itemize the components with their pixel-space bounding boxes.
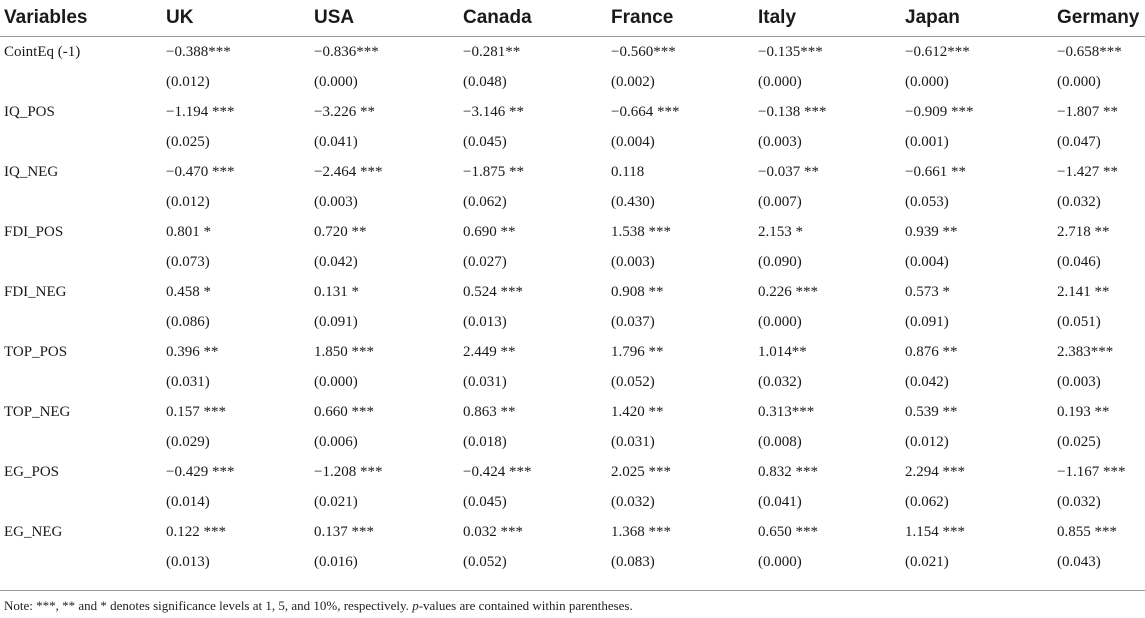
pvalue-cell: (0.051)	[1057, 313, 1101, 330]
pvalue-cell: (0.062)	[463, 193, 507, 210]
pvalue-cell: (0.046)	[1057, 253, 1101, 270]
variable-name: EG_POS	[4, 463, 60, 480]
header-usa: USA	[310, 0, 459, 37]
coefficient-cell: 0.573 *	[905, 283, 950, 300]
coefficient-cell: −0.424 ***	[463, 463, 532, 480]
empty-cell	[0, 427, 162, 457]
note-divider	[0, 590, 1145, 591]
table-row-coef	[0, 97, 1145, 127]
coefficient-cell: 0.832 ***	[758, 463, 818, 480]
coefficient-cell: 0.032 ***	[463, 523, 523, 540]
note-italic: p	[412, 598, 419, 613]
pvalue-cell: (0.003)	[314, 193, 358, 210]
coefficient-cell: −0.281**	[463, 43, 521, 60]
variable-name: TOP_NEG	[4, 403, 71, 420]
pvalue-cell: (0.025)	[166, 133, 210, 150]
table-row-coef	[0, 157, 1145, 187]
empty-cell	[0, 487, 162, 517]
pvalue-cell: (0.042)	[905, 373, 949, 390]
note-suffix: -values are contained within parentheses.	[418, 598, 633, 613]
coefficient-cell: −0.836***	[314, 43, 379, 60]
variable-name: CointEq (-1)	[4, 43, 81, 60]
pvalue-cell: (0.021)	[314, 493, 358, 510]
pvalue-cell: (0.014)	[166, 493, 210, 510]
pvalue-cell: (0.041)	[314, 133, 358, 150]
pvalue-cell: (0.043)	[1057, 553, 1101, 570]
table-row-pvalue	[0, 427, 1145, 457]
coefficient-cell: 0.157 ***	[166, 403, 226, 420]
coefficient-cell: −1.167 ***	[1057, 463, 1126, 480]
pvalue-cell: (0.000)	[314, 373, 358, 390]
note-prefix: Note: ***, ** and * denotes significance levels at 1, 5, and 10%, respectively.	[4, 598, 413, 613]
pvalue-cell: (0.045)	[463, 133, 507, 150]
variable-name: TOP_POS	[4, 343, 68, 360]
coefficient-cell: 2.141 **	[1057, 283, 1110, 300]
pvalue-cell: (0.091)	[905, 313, 949, 330]
coefficient-cell: 0.131 *	[314, 283, 359, 300]
coefficient-cell: 0.118	[611, 163, 645, 180]
variable-name: EG_NEG	[4, 523, 63, 540]
coefficient-cell: −1.875 **	[463, 163, 524, 180]
pvalue-cell: (0.004)	[905, 253, 949, 270]
coefficient-cell: 0.313***	[758, 403, 815, 420]
pvalue-cell: (0.053)	[905, 193, 949, 210]
coefficient-cell: 0.720 **	[314, 223, 367, 240]
table-row-coef	[0, 277, 1145, 307]
table-row-coef	[0, 37, 1145, 68]
coefficient-cell: 2.153 *	[758, 223, 803, 240]
pvalue-cell: (0.018)	[463, 433, 507, 450]
coefficient-cell: 1.014**	[758, 343, 807, 360]
table-row-pvalue	[0, 187, 1145, 217]
coefficient-cell: 0.863 **	[463, 403, 516, 420]
coefficient-cell: 1.538 ***	[611, 223, 671, 240]
variable-name: FDI_NEG	[4, 283, 67, 300]
pvalue-cell: (0.032)	[1057, 193, 1101, 210]
pvalue-cell: (0.008)	[758, 433, 802, 450]
coefficient-cell: 0.137 ***	[314, 523, 374, 540]
pvalue-cell: (0.047)	[1057, 133, 1101, 150]
coefficient-cell: −0.664 ***	[611, 103, 680, 120]
coefficient-cell: −3.226 **	[314, 103, 375, 120]
pvalue-cell: (0.052)	[611, 373, 655, 390]
pvalue-cell: (0.090)	[758, 253, 802, 270]
pvalue-cell: (0.025)	[1057, 433, 1101, 450]
coefficient-cell: 2.025 ***	[611, 463, 671, 480]
coefficient-cell: 0.876 **	[905, 343, 958, 360]
table-row-coef	[0, 337, 1145, 367]
pvalue-cell: (0.073)	[166, 253, 210, 270]
table-body	[0, 37, 1145, 578]
coefficient-cell: 0.396 **	[166, 343, 219, 360]
coefficient-cell: −0.658***	[1057, 43, 1122, 60]
header-italy: Italy	[754, 0, 901, 37]
coefficient-cell: −0.388***	[166, 43, 231, 60]
header-uk: UK	[162, 0, 310, 37]
pvalue-cell: (0.062)	[905, 493, 949, 510]
pvalue-cell: (0.007)	[758, 193, 802, 210]
coefficient-cell: 2.449 **	[463, 343, 516, 360]
coefficient-cell: 0.524 ***	[463, 283, 523, 300]
pvalue-cell: (0.000)	[758, 73, 802, 90]
coefficient-cell: 0.650 ***	[758, 523, 818, 540]
pvalue-cell: (0.031)	[611, 433, 655, 450]
table-row-pvalue	[0, 487, 1145, 517]
coefficient-cell: 0.539 **	[905, 403, 958, 420]
coefficient-cell: −0.429 ***	[166, 463, 235, 480]
table-row-coef	[0, 517, 1145, 547]
coefficient-cell: −1.427 **	[1057, 163, 1118, 180]
coefficient-cell: −1.208 ***	[314, 463, 383, 480]
pvalue-cell: (0.004)	[611, 133, 655, 150]
pvalue-cell: (0.029)	[166, 433, 210, 450]
pvalue-cell: (0.000)	[758, 553, 802, 570]
pvalue-cell: (0.006)	[314, 433, 358, 450]
coefficient-cell: −0.135***	[758, 43, 823, 60]
empty-cell	[0, 247, 162, 277]
empty-cell	[0, 307, 162, 337]
pvalue-cell: (0.000)	[905, 73, 949, 90]
coefficient-cell: 0.122 ***	[166, 523, 226, 540]
coefficient-cell: 1.420 **	[611, 403, 664, 420]
variable-name: FDI_POS	[4, 223, 64, 240]
pvalue-cell: (0.027)	[463, 253, 507, 270]
coefficient-cell: 0.939 **	[905, 223, 958, 240]
pvalue-cell: (0.016)	[314, 553, 358, 570]
header-canada: Canada	[459, 0, 607, 37]
pvalue-cell: (0.012)	[905, 433, 949, 450]
coefficient-cell: −1.194 ***	[166, 103, 235, 120]
header-variables: Variables	[0, 0, 162, 37]
pvalue-cell: (0.042)	[314, 253, 358, 270]
coefficient-cell: 0.458 *	[166, 283, 211, 300]
coefficient-cell: −0.612***	[905, 43, 970, 60]
table-row-pvalue	[0, 67, 1145, 97]
pvalue-cell: (0.032)	[611, 493, 655, 510]
pvalue-cell: (0.032)	[1057, 493, 1101, 510]
empty-cell	[0, 187, 162, 217]
coefficient-cell: 1.850 ***	[314, 343, 374, 360]
coefficient-cell: 0.660 ***	[314, 403, 374, 420]
coefficient-cell: 2.383***	[1057, 343, 1114, 360]
pvalue-cell: (0.000)	[314, 73, 358, 90]
pvalue-cell: (0.083)	[611, 553, 655, 570]
variable-name: IQ_NEG	[4, 163, 59, 180]
empty-cell	[0, 67, 162, 97]
header-japan: Japan	[901, 0, 1053, 37]
pvalue-cell: (0.041)	[758, 493, 802, 510]
coefficient-cell: 1.796 **	[611, 343, 664, 360]
table-row-pvalue	[0, 127, 1145, 157]
pvalue-cell: (0.012)	[166, 193, 210, 210]
pvalue-cell: (0.031)	[166, 373, 210, 390]
pvalue-cell: (0.086)	[166, 313, 210, 330]
pvalue-cell: (0.000)	[758, 313, 802, 330]
pvalue-cell: (0.052)	[463, 553, 507, 570]
table-note	[4, 598, 633, 614]
header-germany: Germany	[1053, 0, 1145, 37]
empty-cell	[0, 367, 162, 397]
pvalue-cell: (0.048)	[463, 73, 507, 90]
empty-cell	[0, 127, 162, 157]
coefficient-cell: 0.801 *	[166, 223, 211, 240]
table-row-coef	[0, 397, 1145, 427]
empty-cell	[0, 547, 162, 577]
header-france: France	[607, 0, 754, 37]
coefficient-cell: −0.909 ***	[905, 103, 974, 120]
coefficient-cell: −0.138 ***	[758, 103, 827, 120]
pvalue-cell: (0.031)	[463, 373, 507, 390]
coefficient-cell: −2.464 ***	[314, 163, 383, 180]
pvalue-cell: (0.012)	[166, 73, 210, 90]
table-row-pvalue	[0, 367, 1145, 397]
coefficient-cell: 0.908 **	[611, 283, 664, 300]
coefficient-cell: −0.037 **	[758, 163, 819, 180]
pvalue-cell: (0.091)	[314, 313, 358, 330]
table-row-pvalue	[0, 307, 1145, 337]
header-row	[0, 0, 1145, 37]
coefficient-cell: 0.855 ***	[1057, 523, 1117, 540]
pvalue-cell: (0.003)	[611, 253, 655, 270]
coefficient-cell: 2.718 **	[1057, 223, 1110, 240]
pvalue-cell: (0.000)	[1057, 73, 1101, 90]
table-row-coef	[0, 457, 1145, 487]
table-row-pvalue	[0, 547, 1145, 577]
pvalue-cell: (0.037)	[611, 313, 655, 330]
coefficient-cell: −0.661 **	[905, 163, 966, 180]
coefficient-cell: −3.146 **	[463, 103, 524, 120]
pvalue-cell: (0.430)	[611, 193, 655, 210]
coefficient-cell: 1.368 ***	[611, 523, 671, 540]
pvalue-cell: (0.003)	[758, 133, 802, 150]
coefficient-cell: −0.470 ***	[166, 163, 235, 180]
coefficient-cell: 0.193 **	[1057, 403, 1110, 420]
pvalue-cell: (0.032)	[758, 373, 802, 390]
coefficient-cell: 2.294 ***	[905, 463, 965, 480]
variable-name: IQ_POS	[4, 103, 55, 120]
pvalue-cell: (0.045)	[463, 493, 507, 510]
pvalue-cell: (0.021)	[905, 553, 949, 570]
coefficient-cell: 1.154 ***	[905, 523, 965, 540]
pvalue-cell: (0.013)	[166, 553, 210, 570]
pvalue-cell: (0.002)	[611, 73, 655, 90]
pvalue-cell: (0.003)	[1057, 373, 1101, 390]
coefficient-cell: −0.560***	[611, 43, 676, 60]
pvalue-cell: (0.001)	[905, 133, 949, 150]
table-row-pvalue	[0, 247, 1145, 277]
coefficient-cell: 0.690 **	[463, 223, 516, 240]
pvalue-cell: (0.013)	[463, 313, 507, 330]
coefficient-cell: 0.226 ***	[758, 283, 818, 300]
table-row-coef	[0, 217, 1145, 247]
coefficient-cell: −1.807 **	[1057, 103, 1118, 120]
